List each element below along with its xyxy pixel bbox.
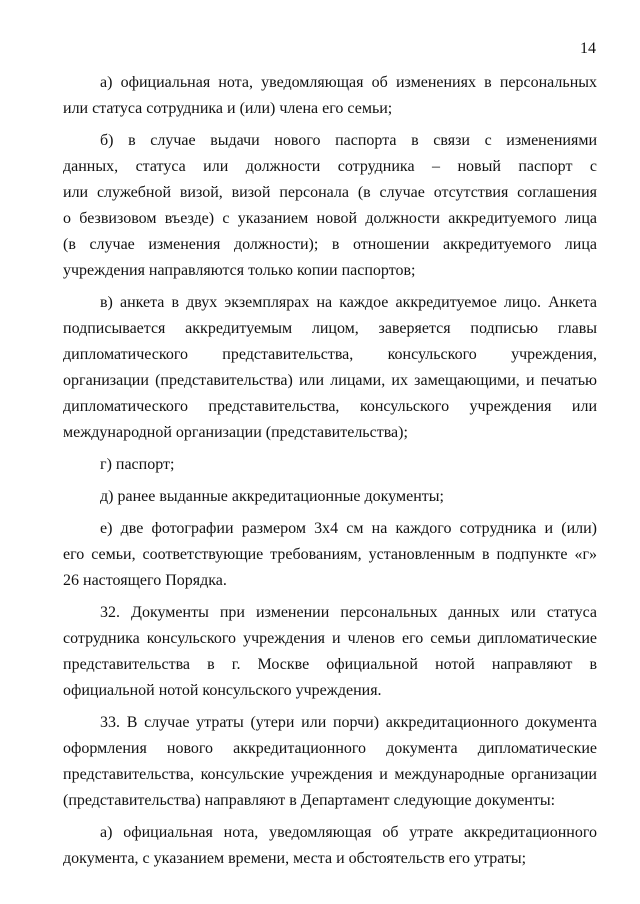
text-line: или статуса сотрудника и (или) члена его семьи; xyxy=(63,100,393,117)
text-line: а) официальная нота, уведомляющая об изменениях в персональных xyxy=(100,74,597,91)
text-line: организации (представительства) или лицами, их замещающими, и печатью xyxy=(63,372,597,389)
text-line: б) в случае выдачи нового паспорта в связи с изменениями xyxy=(100,132,597,149)
text-line: подписывается аккредитуемым лицом, заверяется подписью главы xyxy=(63,320,597,337)
paragraph xyxy=(63,820,597,872)
text-line: или служебной визой, визой персонала (в случае отсутствия соглашения xyxy=(63,184,597,201)
text-line: в) анкета в двух экземплярах на каждое аккредитуемое лицо. Анкета xyxy=(100,294,597,311)
text-line: оформления нового аккредитационного документа дипломатические xyxy=(63,740,597,757)
paragraph xyxy=(63,452,597,478)
text-line: 26 настоящего Порядка. xyxy=(63,572,227,589)
text-line: представительства, консульские учреждения и международные организации xyxy=(63,766,597,783)
paragraph xyxy=(63,600,597,704)
document-body xyxy=(63,70,597,872)
page-number: 14 xyxy=(580,40,596,57)
text-line: г) паспорт; xyxy=(100,456,175,473)
text-line: представительства в г. Москве официальной нотой направляют в xyxy=(63,656,597,673)
text-line: документа, с указанием времени, места и обстоятельств его утраты; xyxy=(63,850,527,867)
text-line: международной организации (представительства); xyxy=(63,424,408,441)
text-line: д) ранее выданные аккредитационные документы; xyxy=(100,488,444,505)
paragraph xyxy=(63,484,597,510)
paragraph xyxy=(63,128,597,284)
text-line: сотрудника консульского учреждения и членов его семьи дипломатические xyxy=(63,630,597,647)
text-line: а) официальная нота, уведомляющая об утрате аккредитационного xyxy=(100,824,597,841)
text-line: (представительства) направляют в Департамент следующие документы: xyxy=(63,792,556,809)
paragraph xyxy=(63,710,597,814)
text-line: дипломатического представительства, консульского учреждения, xyxy=(63,346,597,363)
text-line: е) две фотографии размером 3х4 см на каждого сотрудника и (или) xyxy=(100,520,597,537)
text-line: о безвизовом въезде) с указанием новой должности аккредитуемого лица xyxy=(63,210,597,227)
text-line: 33. В случае утраты (утери или порчи) аккредитационного документа xyxy=(100,714,597,731)
text-line: 32. Документы при изменении персональных данных или статуса xyxy=(100,604,597,621)
paragraph xyxy=(63,516,597,594)
text-line: данных, статуса или должности сотрудника – новый паспорт с xyxy=(63,158,597,175)
paragraph xyxy=(63,70,597,122)
text-line: официальной нотой консульского учреждения. xyxy=(63,682,382,699)
text-line: дипломатического представительства, консульского учреждения или xyxy=(63,398,597,415)
text-line: его семьи, соответствующие требованиям, установленным в подпункте «г» xyxy=(63,546,597,563)
text-line: (в случае изменения должности); в отношении аккредитуемого лица xyxy=(63,236,597,253)
text-line: учреждения направляются только копии паспортов; xyxy=(63,262,416,279)
paragraph xyxy=(63,290,597,446)
